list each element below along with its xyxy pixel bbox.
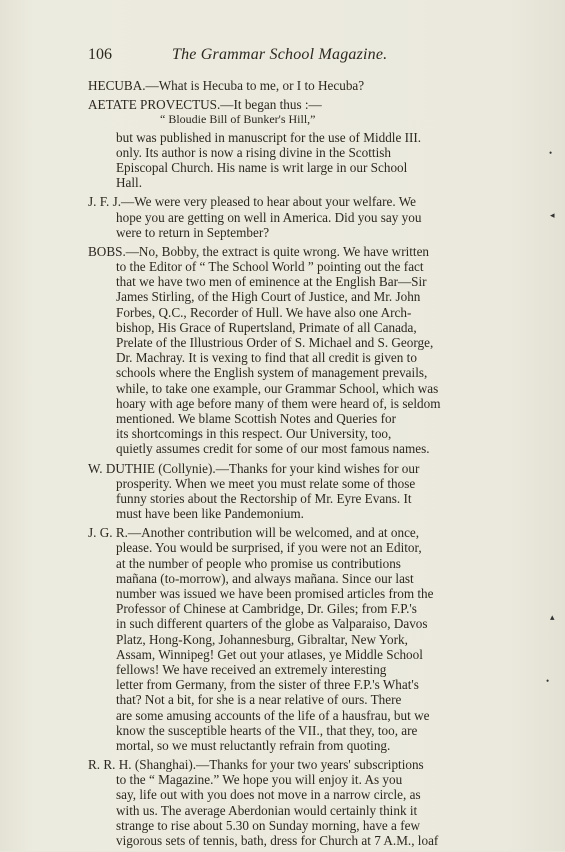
- text-line: strange to rise about 5.30 on Sunday morning, have a few: [116, 817, 420, 833]
- text-line: but was published in manuscript for the use of Middle III.: [116, 129, 422, 145]
- running-title: The Grammar School Magazine.: [172, 46, 388, 63]
- entry-bobs: [88, 244, 463, 457]
- text-line: Forbes, Q.C., Recorder of Hull. We have also one Arch-: [116, 304, 412, 320]
- text-line: Platz, Hong-Kong, Johannesburg, Gibraltar, New York,: [116, 631, 408, 647]
- text-line: mortal, so we must reluctantly refrain from quoting.: [116, 737, 391, 753]
- entry-aetate-continuation: [88, 130, 463, 191]
- text-line: J. G. R.—Another contribution will be welcomed, and at once,: [88, 525, 420, 541]
- text-line: quietly assumes credit for some of our most famous names.: [116, 441, 430, 457]
- text-line: BOBS.—No, Bobby, the extract is quite wrong. We have written: [88, 243, 430, 259]
- text-line: mentioned. We blame Scottish Notes and Queries for: [116, 410, 396, 426]
- text-line: that we have two men of eminence at the English Bar—Sir: [116, 274, 427, 290]
- text-line: HECUBA.—What is Hecuba to me, or I to Hecuba?: [88, 78, 365, 93]
- margin-speck-icon: •: [549, 148, 553, 158]
- text-line: that? Not a bit, for she is a near relative of ours. There: [116, 692, 402, 708]
- text-line: its shortcomings in this respect. Our University, too,: [116, 426, 392, 442]
- text-line: W. DUTHIE (Collynie).—Thanks for your kind wishes for our: [88, 460, 420, 476]
- text-line: only. Its author is now a rising divine in the Scottish: [116, 144, 391, 160]
- text-line: hoary with age before many of them were heard of, is seldom: [116, 395, 441, 411]
- text-line: bishop, His Grace of Rupertsland, Primate of all Canada,: [116, 319, 417, 335]
- margin-speck-icon: ◂: [550, 210, 555, 220]
- margin-speck-icon: •: [546, 676, 550, 686]
- margin-speck-icon: ▴: [550, 612, 555, 622]
- text-line: Professor of Chinese at Cambridge, Dr. Giles; from F.P.'s: [116, 601, 417, 617]
- text-line: number was issued we have been promised articles from the: [116, 586, 434, 601]
- entry-w-duthie: [88, 461, 463, 522]
- text-line: to the “ Magazine.” We hope you will enjoy it. As you: [116, 772, 403, 788]
- text-line: AETATE PROVECTUS.—It began thus :—: [88, 97, 322, 113]
- text-line: hope you are getting on well in America. Did you say you: [116, 209, 422, 225]
- text-line: vigorous sets of tennis, bath, dress for Church at 7 A.M., loaf: [116, 833, 439, 848]
- text-line: schools where the English system of management prevails,: [116, 365, 428, 381]
- text-line: to the Editor of “ The School World ” pointing out the fact: [116, 259, 424, 275]
- text-line: while, to take one example, our Grammar School, which was: [116, 380, 439, 396]
- text-line: prosperity. When we meet you must relate some of those: [116, 475, 416, 491]
- text-line: fellows! We have received an extremely interesting: [116, 661, 387, 677]
- text-line: James Stirling, of the High Court of Justice, and Mr. John: [116, 289, 421, 305]
- text-line: R. R. H. (Shanghai).—Thanks for your two years' subscriptions: [88, 757, 424, 773]
- text-line: J. F. J.—We were very pleased to hear about your welfare. We: [88, 194, 416, 210]
- text-line: Assam, Winnipeg! Get out your atlases, ye Middle School: [116, 646, 423, 662]
- text-line: funny stories about the Rectorship of Mr. Eyre Evans. It: [116, 490, 412, 506]
- text-line: with us. The average Aberdonian would certainly think it: [116, 802, 418, 818]
- text-line: please. You would be surprised, if you were not an Editor,: [116, 540, 422, 556]
- entry-aetate-provectus: [88, 97, 463, 112]
- text-line: “ Bloudie Bill of Bunker's Hill,”: [160, 112, 316, 127]
- page-header: [88, 46, 488, 70]
- page-number: 106: [88, 46, 112, 63]
- entry-hecuba: [88, 78, 463, 93]
- text-line: Dr. Machray. It is vexing to find that all credit is given to: [116, 350, 417, 366]
- text-line: are some amusing accounts of the life of a hausfrau, but we: [116, 707, 430, 723]
- entry-jgr: [88, 525, 463, 753]
- quoted-title: [88, 112, 463, 127]
- text-line: mañana (to-morrow), and always mañana. Since our last: [116, 570, 414, 586]
- text-line: Hall.: [116, 175, 143, 191]
- text-line: at the number of people who promise us contributions: [116, 555, 401, 571]
- text-line: were to return in September?: [116, 224, 270, 240]
- text-line: in such different quarters of the globe as Valparaiso, Davos: [116, 616, 428, 632]
- entry-jfj: [88, 194, 463, 240]
- text-line: must have been like Pandemonium.: [116, 506, 304, 522]
- text-line: Episcopal Church. His name is writ large in our School: [116, 159, 408, 175]
- entry-rrh-shanghai: [88, 757, 463, 848]
- text-line: say, life out with you does not move in a narrow circle, as: [116, 787, 421, 803]
- text-line: Prelate of the Illustrious Order of S. Michael and S. George,: [116, 335, 434, 350]
- text-line: letter from Germany, from the sister of three F.P.'s What's: [116, 677, 419, 693]
- page-body: [88, 78, 463, 852]
- text-line: know the susceptible hearts of the VII., that they, too, are: [116, 722, 418, 738]
